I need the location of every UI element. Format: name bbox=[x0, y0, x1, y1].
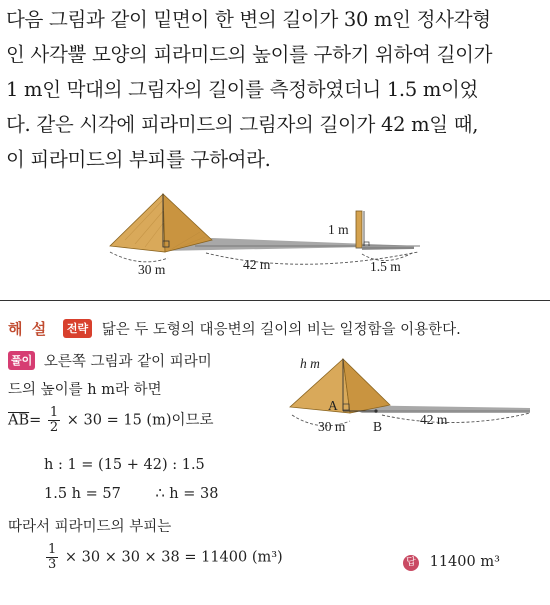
volume-intro: 따라서 피라미드의 부피는 bbox=[8, 519, 172, 535]
solution-pyramid-right bbox=[343, 359, 390, 413]
solution-line-1: 풀이 오른쪽 그림과 같이 피라미 bbox=[8, 350, 212, 371]
volume-equation: $\frac{1}{3}$ × 30 × 30 × 38 = 11400 (m³) bbox=[48, 542, 283, 572]
section-divider bbox=[0, 300, 550, 301]
ab-segment: $\overline{AB}$ bbox=[8, 412, 30, 429]
problem-figure bbox=[0, 0, 550, 300]
problem-line: 1 m인 막대의 그림자의 길이를 측정하였더니 1.5 m이었 bbox=[6, 78, 479, 101]
final-answer bbox=[403, 554, 500, 571]
linear-equation: 1.5 h = 57 ∴ h = 38 bbox=[44, 486, 219, 502]
ab-equation: $\overline{AB}=$ $\frac{1}{2}$ × 30 = 15 (m)이므로 bbox=[8, 405, 214, 435]
solution-base-label: 30 m bbox=[318, 419, 346, 434]
solution-shadow-label: 42 m bbox=[420, 412, 448, 427]
point-a-label: A bbox=[328, 398, 338, 413]
answer-icon: 답 bbox=[403, 555, 419, 571]
base-dimension bbox=[110, 252, 168, 262]
problem-line: 다음 그림과 같이 밑면이 한 변의 길이가 30 m인 정사각형 bbox=[6, 8, 491, 31]
base-label: 30 m bbox=[138, 262, 166, 277]
problem-line: 인 사각뿔 모양의 피라미드의 높이를 구하기 위하여 길이가 bbox=[6, 43, 493, 66]
fraction-half: $\frac{1}{2}$ bbox=[49, 405, 59, 435]
solution-title: 해 설 bbox=[8, 320, 49, 338]
shadow-label: 42 m bbox=[243, 257, 271, 272]
problem-line: 이 피라미드의 부피를 구하여라. bbox=[6, 148, 271, 171]
stick bbox=[356, 211, 362, 248]
fraction-third: $\frac{1}{3}$ bbox=[48, 542, 57, 572]
pyramid-face-left bbox=[110, 194, 165, 252]
problem-line: 다. 같은 시각에 피라미드의 그림자의 길이가 42 m일 때, bbox=[6, 113, 479, 136]
solution-pyramid-left bbox=[290, 359, 350, 413]
height-label: h m bbox=[300, 356, 320, 371]
stick-label: 1 m bbox=[328, 222, 349, 237]
ratio-equation: h : 1 = (15 + 42) : 1.5 bbox=[44, 457, 205, 473]
strategy-badge: 전략 bbox=[63, 319, 92, 338]
point-b bbox=[374, 409, 377, 412]
strategy-text: 닮은 두 도형의 대응변의 길이의 비는 일정함을 이용한다. bbox=[101, 322, 461, 338]
stick-shadow-label: 1.5 m bbox=[370, 259, 401, 274]
solution-badge: 풀이 bbox=[8, 351, 35, 370]
point-b-label: B bbox=[373, 419, 383, 434]
answer-value: 11400 m³ bbox=[429, 554, 500, 570]
solution-line-2: 드의 높이를 h m라 하면 bbox=[8, 382, 162, 398]
solution-header bbox=[8, 318, 461, 339]
